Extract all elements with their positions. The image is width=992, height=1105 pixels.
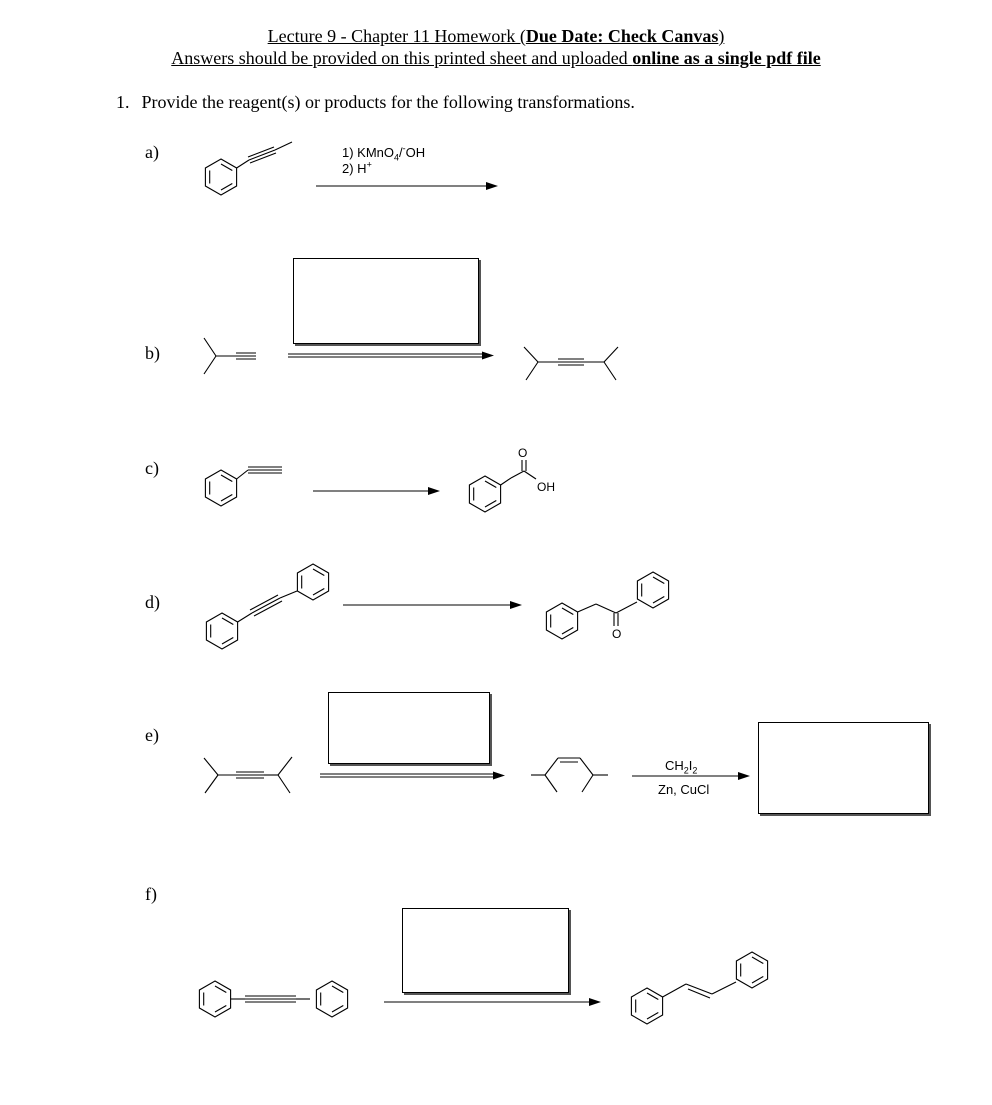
part-label-e: e)	[145, 725, 159, 745]
structure-e-intermediate	[531, 758, 608, 792]
condition-step-2: 2) H+	[342, 159, 372, 176]
structure-a-reactant	[205, 142, 292, 195]
structure-d-reactant	[206, 564, 328, 649]
benzene-ring	[297, 564, 328, 600]
part-label-d: d)	[145, 592, 160, 612]
reaction-arrow-b	[288, 352, 494, 360]
question-number: 1.	[116, 92, 130, 112]
part-label-c: c)	[145, 458, 159, 478]
part-label-f: f)	[145, 884, 157, 904]
page-instructions: Answers should be provided on this printed sheet and uploaded online as a single pdf file	[171, 48, 821, 68]
structure-d-product	[546, 572, 668, 641]
part-label-b: b)	[145, 343, 160, 363]
benzene-ring	[205, 470, 236, 506]
conditions-e-catalyst: Zn, CuCl	[658, 782, 710, 797]
benzene-ring	[637, 572, 668, 608]
reaction-arrow-a	[316, 182, 498, 190]
structure-e-reactant	[204, 757, 292, 793]
part-label-a: a)	[145, 142, 159, 162]
carbonyl-oxygen: O	[612, 627, 622, 641]
reaction-arrow-e-1	[320, 772, 505, 780]
benzene-ring	[736, 952, 767, 988]
reaction-arrow-e-2	[632, 772, 750, 780]
benzene-ring	[546, 603, 577, 639]
structure-c-reactant	[205, 467, 282, 506]
benzene-ring	[469, 476, 500, 512]
benzene-ring	[205, 159, 236, 195]
page-title: Lecture 9 - Chapter 11 Homework (Due Date: Check Canvas)	[267, 26, 725, 46]
question-text: Provide the reagent(s) or products for the following transformations.	[141, 92, 635, 112]
reaction-arrow-d	[343, 601, 522, 609]
condition-step-1: 1) KMnO$_4$/-OH	[342, 143, 426, 163]
benzene-ring	[631, 988, 662, 1024]
structure-b-reactant	[204, 338, 256, 374]
carbonyl-oxygen: O	[518, 446, 528, 460]
benzene-ring	[206, 613, 237, 649]
hydroxyl-group: OH	[537, 480, 555, 494]
benzene-ring	[199, 981, 230, 1017]
conditions-e-reagent: $CH_2I_2$	[665, 758, 698, 776]
structure-f-product	[631, 952, 767, 1024]
reaction-arrow-c	[313, 487, 440, 495]
reaction-arrow-f	[384, 998, 601, 1006]
benzene-ring	[316, 981, 347, 1017]
structure-f-reactant	[199, 981, 347, 1017]
structure-b-product	[524, 347, 618, 380]
structure-c-product	[469, 446, 555, 512]
